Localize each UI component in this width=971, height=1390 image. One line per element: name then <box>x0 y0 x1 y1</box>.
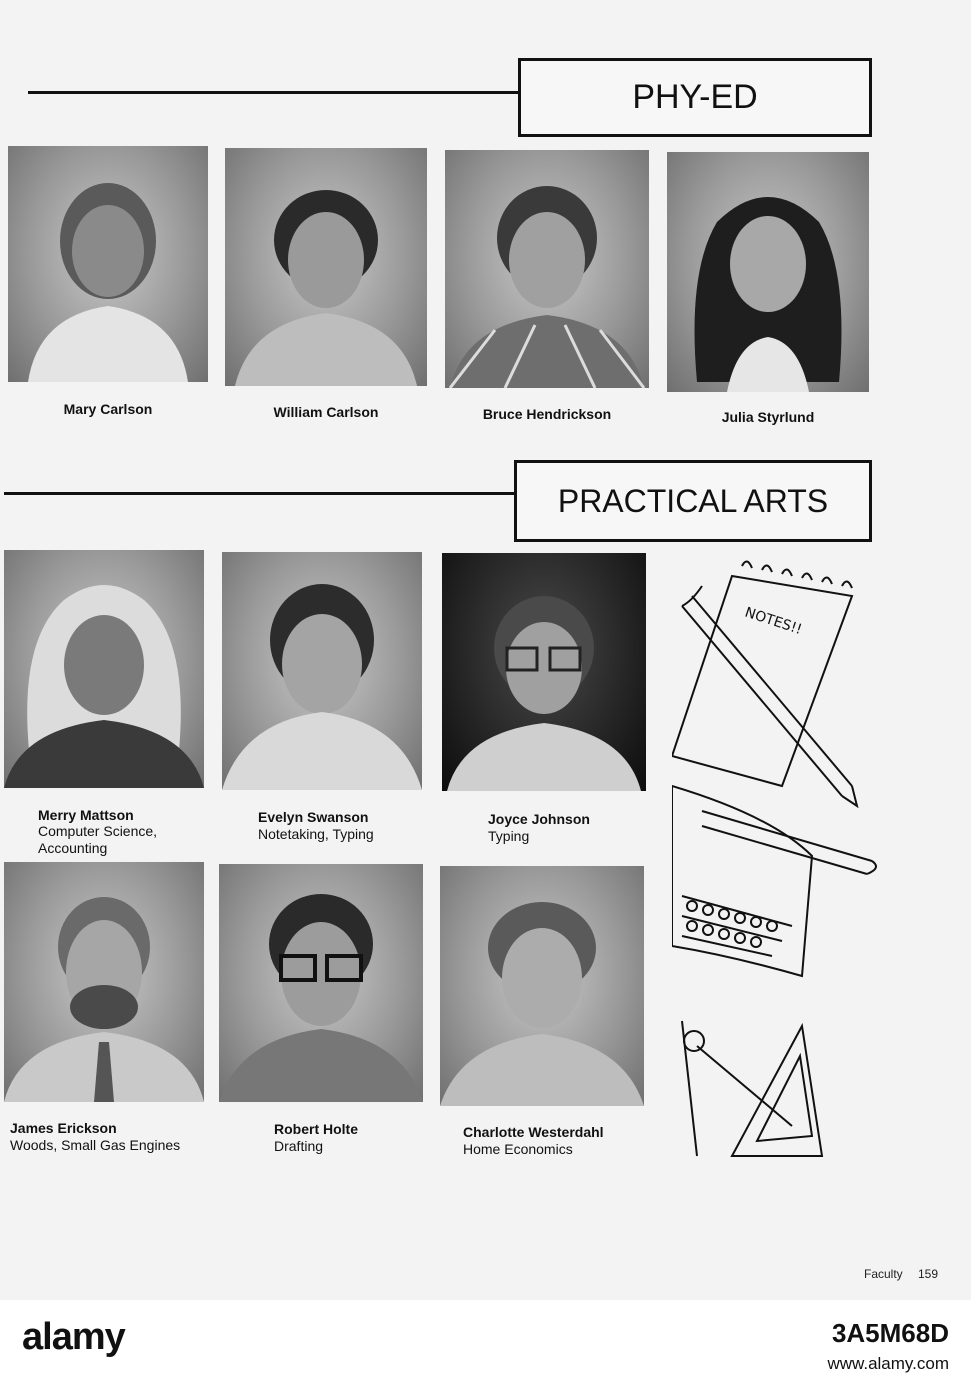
portrait-bruce-hendrickson <box>445 150 649 388</box>
portrait-charlotte-westerdahl <box>440 866 644 1106</box>
staff-name: Bruce Hendrickson <box>482 406 612 422</box>
staff-subject: Drafting <box>274 1138 324 1154</box>
watermark-logo: alamy <box>22 1316 125 1358</box>
staff-name: William Carlson <box>273 404 379 420</box>
staff-subject: Computer Science, <box>38 823 158 839</box>
triangle-ruler-icon <box>732 1026 822 1156</box>
portrait-joyce-johnson <box>442 553 646 791</box>
phy-ed-heading-text: PHY-ED <box>632 78 758 116</box>
staff-name: James Erickson <box>10 1120 117 1136</box>
watermark-banner <box>0 1300 971 1390</box>
portrait-mary-carlson <box>8 146 208 382</box>
portrait-julia-styrlund <box>667 152 869 392</box>
staff-subject: Typing <box>488 828 530 844</box>
staff-subject: Woods, Small Gas Engines <box>10 1137 181 1153</box>
person-silhouette-icon <box>667 152 869 392</box>
person-silhouette-icon <box>445 150 649 388</box>
portrait-william-carlson <box>225 148 427 386</box>
footer-section: Faculty <box>864 1267 903 1281</box>
portrait-robert-holte <box>219 864 423 1102</box>
staff-subject: Accounting <box>38 840 108 856</box>
staff-name: Robert Holte <box>274 1121 358 1137</box>
practical-arts-heading-text: PRACTICAL ARTS <box>557 482 829 519</box>
portrait-james-erickson <box>4 862 204 1102</box>
portrait-merry-mattson <box>4 550 204 788</box>
portrait-evelyn-swanson <box>222 552 422 790</box>
person-silhouette-icon <box>440 866 644 1106</box>
person-silhouette-icon <box>225 148 427 386</box>
staff-name: Merry Mattson <box>38 807 134 823</box>
typewriter-icon <box>672 786 812 976</box>
person-silhouette-icon <box>8 146 208 382</box>
watermark-image-id: 3A5M68D <box>831 1318 949 1348</box>
office-supplies-sketch <box>672 556 888 1176</box>
staff-name: Charlotte Westerdahl <box>463 1124 604 1140</box>
notepad-label: NOTES!! <box>742 604 804 639</box>
person-silhouette-icon <box>442 553 646 791</box>
staff-subject: Home Economics <box>463 1141 573 1157</box>
staff-name: Mary Carlson <box>63 401 153 417</box>
practical-arts-heading <box>514 460 872 542</box>
phy-ed-heading <box>518 58 872 137</box>
pen-icon <box>702 811 876 874</box>
phy-ed-rule <box>28 91 520 94</box>
staff-name: Joyce Johnson <box>488 811 590 827</box>
watermark-url: www.alamy.com <box>827 1354 949 1373</box>
person-silhouette-icon <box>4 550 204 788</box>
practical-arts-rule <box>4 492 516 495</box>
staff-subject: Notetaking, Typing <box>258 826 374 842</box>
staff-name: Evelyn Swanson <box>258 809 369 825</box>
footer-page-number: 159 <box>918 1267 939 1281</box>
person-silhouette-icon <box>222 552 422 790</box>
person-silhouette-icon <box>219 864 423 1102</box>
compass-icon <box>682 1021 792 1156</box>
person-silhouette-icon <box>4 862 204 1102</box>
staff-name: Julia Styrlund <box>721 409 815 425</box>
